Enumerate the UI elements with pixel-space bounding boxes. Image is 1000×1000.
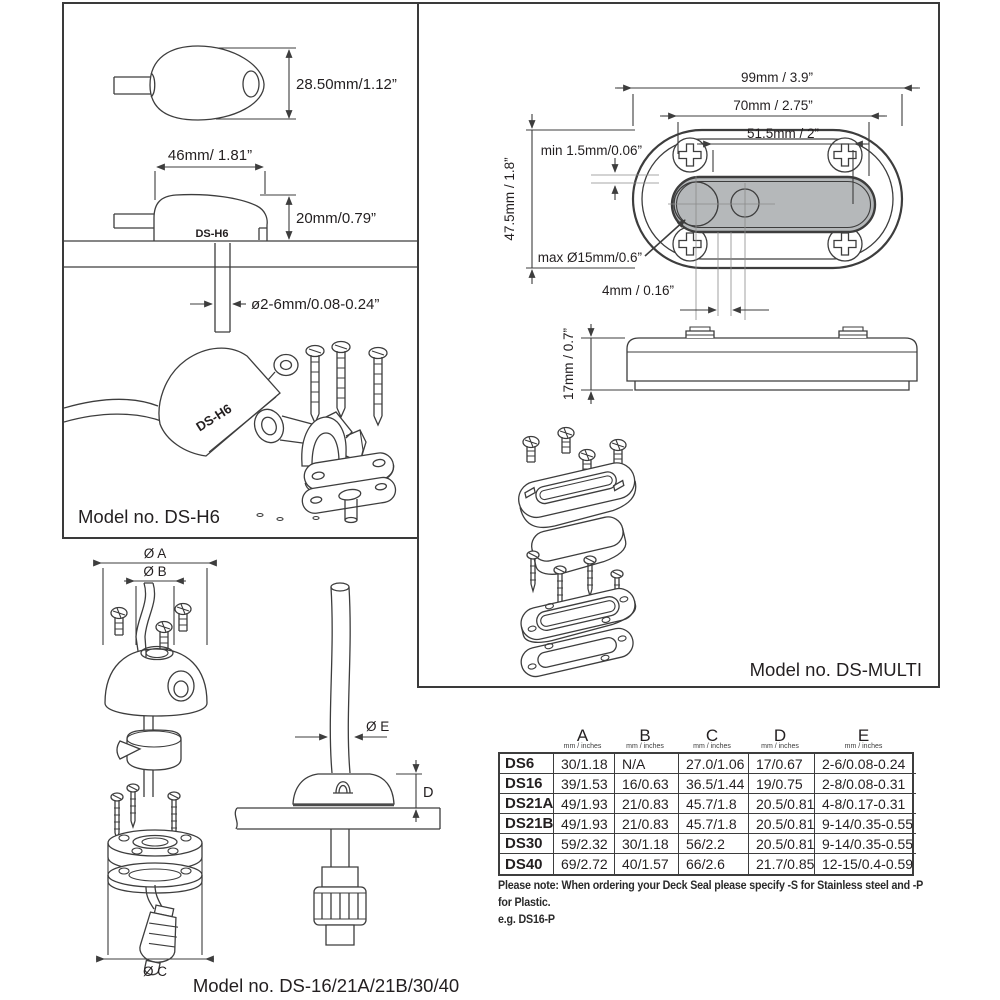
panel-dsmulti <box>417 2 940 688</box>
spec-col-a <box>552 722 613 752</box>
phillips-screw-icon <box>828 138 862 172</box>
table-cell: 21.7/0.85 <box>749 854 815 874</box>
screw-icon <box>306 346 324 424</box>
dim-d: D <box>423 785 434 801</box>
dome-cover <box>105 647 207 717</box>
dsh6-deck-section <box>64 241 417 332</box>
wedge-seal <box>117 730 181 770</box>
spec-table <box>498 722 916 876</box>
dim-dia-c: Ø C <box>142 964 168 979</box>
dim-height: 20mm/0.79” <box>296 210 377 227</box>
table-cell: 66/2.6 <box>679 854 749 874</box>
ordering-note <box>498 878 935 929</box>
screw-icon <box>523 437 539 463</box>
dim-top-height: 28.50mm/1.12” <box>296 76 397 93</box>
dim-length: 99mm / 3.9” <box>740 70 814 85</box>
spec-table-body <box>498 752 914 876</box>
dome-mounted <box>293 774 394 805</box>
col-unit: mm / inches <box>563 743 602 750</box>
col-letter: A <box>576 726 589 745</box>
table-cell: 4-8/0.17-0.31 <box>815 794 916 814</box>
dsh6-side-view <box>114 147 376 241</box>
table-cell: N/A <box>615 754 679 774</box>
ds-series-drawing <box>40 545 480 1000</box>
screw-icon <box>527 551 539 591</box>
dim-dia-b: Ø B <box>143 564 167 579</box>
col-letter: E <box>857 726 870 745</box>
table-cell: DS16 <box>500 774 554 794</box>
dim-width: 46mm/ 1.81” <box>167 147 253 164</box>
table-cell: 12-15/0.4-0.59 <box>822 856 914 872</box>
spec-table-header <box>498 722 916 752</box>
table-cell: DS21A <box>500 794 554 814</box>
dim-width: 47.5mm / 1.8” <box>502 157 517 241</box>
table-cell: 21/0.83 <box>615 794 679 814</box>
ds-series-exploded <box>94 546 216 979</box>
table-cell: DS21B <box>500 814 554 834</box>
table-cell: 21/0.83 <box>615 814 679 834</box>
col-unit: mm / inches <box>844 743 883 750</box>
table-cell: 59/2.32 <box>554 834 615 854</box>
cover-plate <box>515 459 641 532</box>
table-cell: 2-8/0.08-0.31 <box>815 774 916 794</box>
col-unit: mm / inches <box>761 743 799 750</box>
cable-slot <box>672 177 875 232</box>
screw-icon <box>127 784 139 827</box>
dim-offset: 4mm / 0.16” <box>602 283 675 298</box>
cable-gland <box>314 867 366 945</box>
ds-series-model-label: Model no. DS-16/21A/21B/30/40 <box>192 975 460 996</box>
ds-series-mounted <box>235 583 440 945</box>
dsh6-label-side: DS-H6 <box>195 228 229 240</box>
table-cell: 36.5/1.44 <box>679 774 749 794</box>
screw-icon <box>369 348 387 426</box>
table-cell: 20.5/0.81 <box>749 834 815 854</box>
panel-dsh6 <box>62 2 417 539</box>
table-cell: 30/1.18 <box>615 834 679 854</box>
allen-screw-icon <box>268 355 298 381</box>
table-cell: 49/1.93 <box>554 794 615 814</box>
screw-icon <box>156 622 172 650</box>
spec-col-e <box>813 722 914 752</box>
dsh6-exploded-view <box>64 342 397 523</box>
dsh6-label-3d: DS-H6 <box>193 400 235 435</box>
dim-height: 17mm / 0.7” <box>561 327 576 401</box>
dim-slot: 51.5mm / 2” <box>746 126 820 141</box>
spec-col-empty <box>498 722 552 752</box>
ordering-note-line1: Please note: When ordering your Deck Seal please specify -S for Stainless steel and -P for Plastic. <box>498 880 923 909</box>
table-cell: 20.5/0.81 <box>749 794 815 814</box>
col-letter: D <box>773 726 787 745</box>
screw-icon <box>175 604 191 632</box>
table-cell: 17/0.67 <box>749 754 815 774</box>
dsh6-drawing <box>64 4 417 537</box>
table-cell: 39/1.53 <box>554 774 615 794</box>
dsmulti-drawing <box>419 4 938 686</box>
screw-head-bump <box>839 327 867 338</box>
screw-head-bump <box>686 327 714 338</box>
col-letter: C <box>705 726 719 745</box>
table-cell: DS40 <box>500 854 554 874</box>
table-cell: 20.5/0.81 <box>749 814 815 834</box>
dim-dia-e: Ø E <box>366 719 390 734</box>
screw-icon <box>111 608 127 636</box>
table-cell: 69/2.72 <box>554 854 615 874</box>
screw-icon <box>558 428 574 454</box>
dim-cable-hole: ø2-6mm/0.08-0.24” <box>251 296 380 313</box>
table-cell: 27.0/1.06 <box>679 754 749 774</box>
screw-icon <box>584 556 596 596</box>
dsmulti-exploded-view <box>515 428 641 680</box>
screw-icon <box>111 793 123 839</box>
table-cell: 9-14/0.35-0.55 <box>815 834 916 854</box>
dsh6-model-label: Model no. DS-H6 <box>78 506 220 527</box>
rubber-seal-block <box>529 514 630 579</box>
table-cell: 30/1.18 <box>554 754 615 774</box>
table-cell: 2-6/0.08-0.24 <box>815 754 916 774</box>
dim-min: min 1.5mm/0.06” <box>540 143 642 158</box>
spec-col-c <box>677 722 747 752</box>
table-cell: DS30 <box>500 834 554 854</box>
ordering-note-line2: e.g. DS16-P <box>498 914 555 926</box>
col-unit: mm / inches <box>626 743 664 750</box>
spec-col-b <box>613 722 677 752</box>
table-cell: 40/1.57 <box>615 854 679 874</box>
table-cell: 49/1.93 <box>554 814 615 834</box>
dim-max: max Ø15mm/0.6” <box>537 250 642 265</box>
table-cell: 19/0.75 <box>749 774 815 794</box>
table-cell: 9-14/0.35-0.55 <box>815 814 916 834</box>
dsmulti-side-view <box>561 324 917 404</box>
dsmulti-model-label: Model no. DS-MULTI <box>749 659 922 680</box>
dim-screw: 70mm / 2.75” <box>733 98 813 113</box>
col-unit: mm / inches <box>693 743 731 750</box>
dsh6-top-view <box>114 46 397 120</box>
table-cell: 45.7/1.8 <box>679 794 749 814</box>
table-cell: 45.7/1.8 <box>679 814 749 834</box>
table-cell: 56/2.2 <box>679 834 749 854</box>
table-cell: 16/0.63 <box>615 774 679 794</box>
col-letter: B <box>639 726 651 745</box>
table-cell: DS6 <box>500 754 554 774</box>
screw-icon <box>332 342 350 418</box>
spec-col-d <box>747 722 813 752</box>
dim-dia-a: Ø A <box>143 546 167 561</box>
screw-icon <box>610 440 626 466</box>
